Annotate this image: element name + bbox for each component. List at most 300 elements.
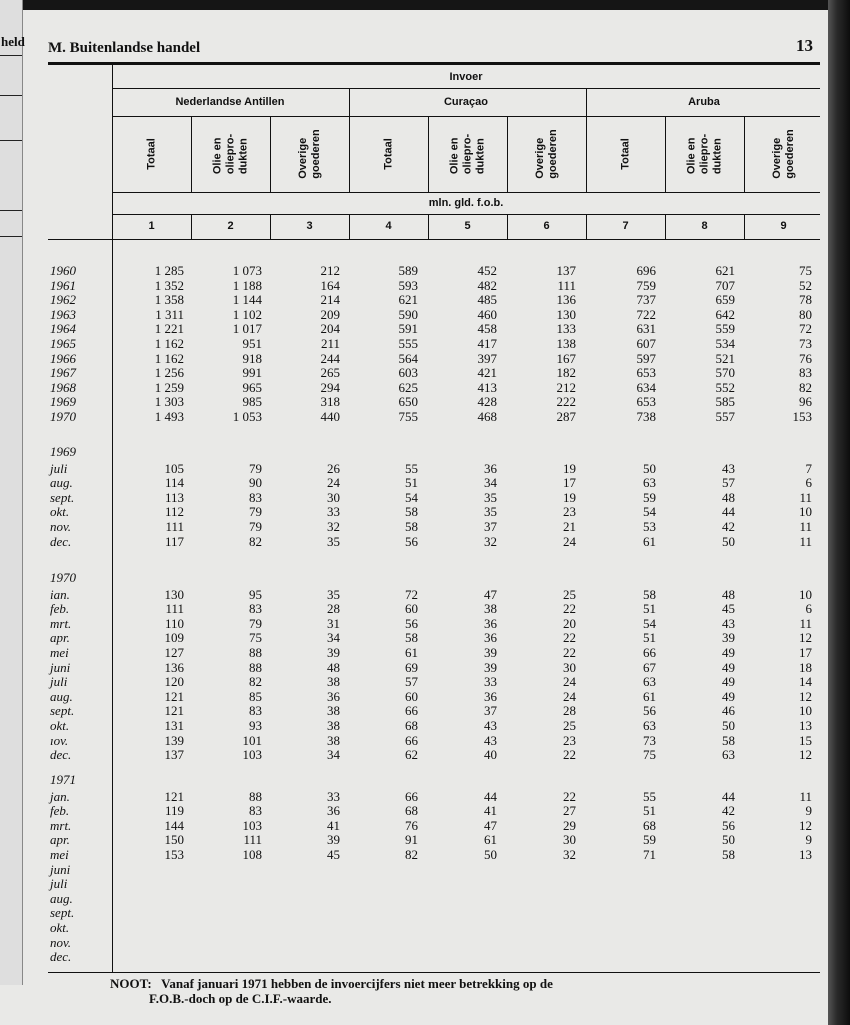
table-cell: 23	[563, 504, 576, 520]
table-cell: 121	[164, 703, 184, 719]
table-cell: 71	[643, 847, 656, 862]
table-cell: 57	[405, 674, 418, 690]
table-cell: 48	[722, 489, 735, 505]
number-divider	[428, 214, 429, 239]
table-cell: 25	[563, 586, 576, 602]
table-cell: 150	[164, 832, 184, 848]
table-cell: 11	[799, 788, 812, 804]
table-cell: 48	[722, 586, 735, 602]
table-cell: 61	[643, 533, 656, 549]
table-cell: 133	[556, 321, 576, 337]
table-cell: 58	[405, 519, 418, 534]
column-number: 7	[622, 220, 629, 232]
table-cell: 62	[405, 747, 418, 763]
table-cell: 61	[405, 645, 418, 660]
table-cell: 1 259	[154, 379, 184, 395]
table-cell: 79	[249, 519, 262, 534]
table-cell: 9	[805, 832, 812, 848]
table-cell: 120	[164, 674, 184, 690]
table-cell: 108	[242, 847, 262, 862]
row-label: apr.	[50, 630, 70, 646]
column-number: 5	[464, 220, 471, 232]
table-cell: 59	[643, 489, 656, 505]
table-cell: 211	[320, 336, 340, 351]
table-cell: 951	[242, 336, 262, 351]
table-cell: 42	[722, 803, 735, 819]
table-cell: 440	[320, 409, 340, 424]
table-cell: 56	[643, 703, 656, 719]
table-cell: 50	[722, 718, 735, 733]
table-cell: 41	[484, 803, 497, 819]
table-cell: 33	[327, 788, 340, 804]
table-cell: 50	[643, 460, 656, 476]
table-cell: 182	[556, 365, 576, 381]
table-cell: 28	[563, 703, 576, 719]
table-cell: 653	[636, 365, 656, 381]
table-cell: 38	[327, 718, 340, 733]
table-cell: 30	[563, 832, 576, 848]
table-cell: 625	[398, 379, 418, 395]
table-cell: 43	[484, 718, 497, 733]
table-cell: 634	[636, 379, 656, 395]
column-number: 4	[385, 220, 392, 232]
table-cell: 60	[405, 601, 418, 617]
table-cell: 22	[563, 601, 576, 617]
table-cell: 707	[715, 277, 735, 293]
table-cell: 19	[563, 460, 576, 476]
table-cell: 22	[563, 630, 576, 646]
row-label: nov.	[50, 934, 72, 950]
table-cell: 54	[405, 489, 418, 505]
table-cell: 32	[563, 847, 576, 862]
table-cell: 44	[722, 504, 735, 520]
unit-rule	[112, 214, 820, 215]
table-cell: 29	[563, 817, 576, 833]
number-divider	[665, 214, 666, 239]
table-cell: 153	[164, 847, 184, 862]
table-cell: 534	[715, 336, 735, 351]
table-cell: 985	[242, 394, 262, 410]
table-cell: 38	[484, 601, 497, 617]
row-label: 1962	[50, 292, 76, 308]
table-cell: 1 073	[232, 263, 262, 278]
table-cell: 47	[484, 586, 497, 602]
table-cell: 421	[477, 365, 497, 381]
column-divider	[744, 116, 745, 192]
table-cell: 83	[249, 601, 262, 617]
table-cell: 591	[398, 321, 418, 337]
table-cell: 42	[722, 519, 735, 534]
block-year-title: 1970	[50, 570, 76, 585]
table-cell: 38	[327, 703, 340, 719]
column-number: 1	[148, 220, 155, 232]
table-cell: 73	[643, 732, 656, 748]
table-cell: 119	[164, 803, 184, 819]
table-cell: 58	[722, 847, 735, 862]
table-cell: 95	[249, 586, 262, 602]
table-cell: 51	[643, 630, 656, 646]
table-cell: 82	[799, 379, 812, 395]
table-cell: 82	[405, 847, 418, 862]
row-label: 1964	[50, 321, 76, 337]
table-cell: 39	[484, 659, 497, 675]
number-divider	[191, 214, 192, 239]
table-cell: 27	[563, 803, 576, 819]
column-number: 3	[306, 220, 313, 232]
row-label: 1961	[50, 277, 76, 293]
table-cell: 34	[327, 630, 340, 646]
table-cell: 38	[327, 674, 340, 690]
table-cell: 1 017	[232, 321, 262, 337]
table-cell: 55	[643, 788, 656, 804]
column-header: Totaal	[619, 138, 631, 170]
row-label: sept.	[50, 489, 75, 505]
invoer-rule	[112, 88, 820, 89]
table-cell: 69	[405, 659, 418, 675]
row-label: okt.	[50, 718, 70, 733]
table-cell: 452	[477, 263, 497, 278]
table-cell: 83	[799, 365, 812, 381]
table-cell: 244	[320, 350, 340, 366]
table-cell: 56	[405, 533, 418, 549]
row-label: 1960	[50, 263, 76, 278]
table-cell: 11	[799, 489, 812, 505]
table-cell: 10	[799, 504, 812, 520]
section-title: M. Buitenlandse handel	[48, 40, 201, 56]
row-label: ian.	[50, 586, 70, 602]
table-cell: 117	[164, 533, 184, 549]
row-label: apr.	[50, 832, 70, 848]
table-cell: 50	[484, 847, 497, 862]
table-cell: 918	[242, 350, 262, 366]
table-cell: 111	[165, 519, 184, 534]
footnote-line-2: F.O.B.-doch op de C.I.F.-waarde.	[110, 991, 332, 1006]
table-cell: 36	[327, 688, 340, 704]
table-cell: 36	[484, 460, 497, 476]
table-cell: 557	[715, 409, 735, 424]
row-label: juli	[50, 674, 68, 690]
table-cell: 991	[242, 365, 262, 381]
row-label: sept.	[50, 905, 75, 921]
table-bottom-rule	[48, 972, 820, 973]
table-cell: 78	[799, 292, 812, 308]
table-cell: 15	[799, 732, 812, 748]
stub-rule	[0, 210, 22, 211]
number-divider	[586, 214, 587, 239]
table-cell: 621	[715, 263, 735, 278]
table-cell: 650	[398, 394, 418, 410]
table-cell: 110	[164, 615, 184, 631]
table-cell: 58	[405, 630, 418, 646]
page-number: 13	[796, 36, 813, 55]
table-cell: 127	[164, 645, 184, 660]
table-cell: 38	[327, 732, 340, 748]
table-cell: 58	[643, 586, 656, 602]
row-label: okt.	[50, 504, 70, 520]
table-cell: 36	[484, 630, 497, 646]
table-cell: 11	[799, 533, 812, 549]
table-cell: 37	[484, 519, 497, 534]
table-cell: 90	[249, 475, 262, 491]
table-cell: 88	[249, 645, 262, 660]
table-cell: 460	[477, 306, 497, 322]
table-cell: 35	[484, 504, 497, 520]
column-header: Olie en oliepro- dukten	[685, 133, 723, 175]
table-cell: 35	[484, 489, 497, 505]
group-aruba: Aruba	[688, 96, 720, 108]
column-header: Overige goederen	[533, 129, 559, 179]
table-cell: 1 102	[232, 306, 262, 322]
table-cell: 45	[722, 601, 735, 617]
table-cell: 63	[643, 475, 656, 491]
header-invoer: Invoer	[449, 71, 483, 83]
table-cell: 722	[636, 306, 656, 322]
table-cell: 21	[563, 519, 576, 534]
table-cell: 68	[405, 803, 418, 819]
table-cell: 66	[405, 788, 418, 804]
table-cell: 50	[722, 832, 735, 848]
table-cell: 66	[405, 732, 418, 748]
table-cell: 131	[164, 718, 184, 733]
table-cell: 603	[398, 365, 418, 381]
table-cell: 36	[327, 803, 340, 819]
table-cell: 63	[722, 747, 735, 763]
table-cell: 28	[327, 601, 340, 617]
group-curacao: Curaçao	[443, 96, 489, 108]
row-label: 1970	[50, 409, 76, 424]
table-cell: 63	[643, 674, 656, 690]
row-label: mei	[50, 847, 69, 862]
table-cell: 139	[164, 732, 184, 748]
table-cell: 44	[484, 788, 497, 804]
column-header: Overige goederen	[296, 129, 322, 179]
table-cell: 43	[722, 615, 735, 631]
table-cell: 593	[398, 277, 418, 293]
table-cell: 22	[563, 747, 576, 763]
row-label: feb.	[50, 803, 70, 819]
table-cell: 17	[563, 475, 576, 491]
table-cell: 25	[563, 718, 576, 733]
table-cell: 49	[722, 645, 735, 660]
table-cell: 113	[164, 489, 184, 505]
row-label: juli	[50, 876, 68, 892]
table-cell: 17	[799, 645, 812, 660]
colname-rule	[112, 192, 820, 193]
table-cell: 30	[563, 659, 576, 675]
table-cell: 318	[320, 394, 340, 410]
table-cell: 12	[799, 747, 812, 763]
table-cell: 63	[643, 718, 656, 733]
table-cell: 83	[249, 703, 262, 719]
table-cell: 136	[164, 659, 184, 675]
table-cell: 287	[556, 409, 576, 424]
table-cell: 621	[398, 292, 418, 308]
column-header: Olie en oliepro- dukten	[211, 133, 249, 175]
table-cell: 39	[327, 832, 340, 848]
table-cell: 631	[636, 321, 656, 337]
table-cell: 397	[477, 350, 497, 366]
table-cell: 137	[556, 263, 576, 278]
table-cell: 138	[556, 336, 576, 351]
table-cell: 12	[799, 817, 812, 833]
table-cell: 121	[164, 688, 184, 704]
column-number: 6	[543, 220, 550, 232]
table-cell: 85	[249, 688, 262, 704]
table-cell: 24	[563, 533, 576, 549]
column-divider	[586, 116, 587, 192]
table-cell: 294	[320, 379, 340, 395]
table-cell: 136	[556, 292, 576, 308]
table-cell: 88	[249, 659, 262, 675]
table-cell: 24	[563, 688, 576, 704]
table-cell: 597	[636, 350, 656, 366]
table-cell: 103	[242, 747, 262, 763]
table-cell: 72	[405, 586, 418, 602]
stub-text: held	[1, 34, 25, 49]
table-cell: 30	[327, 489, 340, 505]
table-cell: 33	[327, 504, 340, 520]
row-label: 1969	[50, 394, 76, 410]
group-nederlandse-antillen: Nederlandse Antillen	[175, 96, 285, 108]
row-label: aug.	[50, 688, 73, 704]
table-cell: 121	[164, 788, 184, 804]
table-cell: 39	[327, 645, 340, 660]
table-cell: 93	[249, 718, 262, 733]
block-year-title: 1969	[50, 444, 76, 459]
table-cell: 24	[327, 475, 340, 491]
column-header: Olie en oliepro- dukten	[448, 133, 486, 175]
table-cell: 153	[792, 409, 812, 424]
table-cell: 204	[320, 321, 340, 337]
table-cell: 59	[643, 832, 656, 848]
column-divider	[428, 116, 429, 192]
column-header: Totaal	[145, 138, 157, 170]
table-cell: 696	[636, 263, 656, 278]
table-cell: 13	[799, 847, 812, 862]
table-cell: 7	[805, 460, 812, 476]
table-cell: 137	[164, 747, 184, 763]
row-label: okt.	[50, 920, 70, 935]
table-cell: 80	[799, 306, 812, 322]
table-cell: 49	[722, 688, 735, 704]
stub-rule	[0, 140, 22, 141]
table-cell: 552	[715, 379, 735, 395]
table-cell: 96	[799, 394, 812, 410]
row-label: dec.	[50, 949, 72, 965]
table-cell: 101	[242, 732, 262, 748]
table-cell: 76	[799, 350, 812, 366]
table-cell: 265	[320, 365, 340, 381]
row-label: 1963	[50, 306, 76, 322]
table-cell: 482	[477, 277, 497, 293]
table-cell: 212	[556, 379, 576, 395]
table-cell: 61	[484, 832, 497, 848]
table-cell: 48	[327, 659, 340, 675]
row-label: nov.	[50, 519, 72, 534]
row-label: mrt.	[50, 615, 72, 631]
table-cell: 130	[556, 306, 576, 322]
row-label: aug.	[50, 475, 73, 491]
table-cell: 57	[722, 475, 735, 491]
table-cell: 209	[320, 306, 340, 322]
table-cell: 13	[799, 718, 812, 733]
table-cell: 1 303	[154, 394, 184, 410]
table-cell: 9	[805, 803, 812, 819]
table-cell: 114	[164, 475, 184, 491]
table-cell: 22	[563, 788, 576, 804]
table-cell: 164	[320, 277, 340, 293]
table-cell: 53	[643, 519, 656, 534]
footnote	[110, 976, 553, 1006]
table-cell: 111	[243, 832, 262, 848]
table-cell: 39	[722, 630, 735, 646]
row-label: jan.	[50, 788, 70, 804]
table-cell: 75	[249, 630, 262, 646]
table-cell: 43	[722, 460, 735, 476]
table-cell: 79	[249, 460, 262, 476]
row-label: juni	[50, 659, 71, 675]
row-label: feb.	[50, 601, 70, 617]
previous-page-stub	[0, 0, 23, 985]
table-cell: 555	[398, 336, 418, 351]
top-rule	[48, 62, 820, 65]
row-label: juli	[50, 460, 68, 476]
table-cell: 1 285	[154, 263, 184, 278]
column-header: Overige goederen	[770, 129, 796, 179]
table-cell: 111	[557, 277, 576, 293]
table-cell: 585	[715, 394, 735, 410]
table-cell: 105	[164, 460, 184, 476]
table-cell: 1 221	[154, 321, 184, 337]
table-cell: 759	[636, 277, 656, 293]
table-cell: 36	[484, 688, 497, 704]
stub-rule	[0, 55, 22, 56]
table-cell: 44	[722, 788, 735, 804]
table-cell: 67	[643, 659, 656, 675]
row-label: 1966	[50, 350, 76, 366]
table-cell: 167	[556, 350, 576, 366]
row-label: sept.	[50, 703, 75, 719]
table-cell: 45	[327, 847, 340, 862]
table-cell: 49	[722, 659, 735, 675]
table-cell: 51	[405, 475, 418, 491]
table-cell: 589	[398, 263, 418, 278]
table-cell: 18	[799, 659, 812, 675]
row-label: aug.	[50, 890, 73, 906]
table-cell: 1 256	[154, 365, 184, 381]
table-cell: 49	[722, 674, 735, 690]
stub-rule	[0, 236, 22, 237]
unit-label: mln. gld. f.o.b.	[428, 197, 504, 209]
table-cell: 11	[799, 519, 812, 534]
column-divider	[349, 116, 350, 192]
column-divider	[191, 116, 192, 192]
table-cell: 11	[799, 615, 812, 631]
table-cell: 88	[249, 788, 262, 804]
table-cell: 66	[643, 645, 656, 660]
row-label: mei	[50, 645, 69, 660]
table-cell: 112	[164, 504, 184, 520]
table-cell: 12	[799, 630, 812, 646]
table-cell: 468	[477, 409, 497, 424]
table-cell: 10	[799, 703, 812, 719]
table-cell: 738	[636, 409, 656, 424]
group-rule	[112, 116, 820, 117]
table-cell: 52	[799, 277, 812, 293]
table-cell: 35	[327, 586, 340, 602]
table-cell: 32	[484, 533, 497, 549]
table-cell: 417	[477, 336, 497, 351]
